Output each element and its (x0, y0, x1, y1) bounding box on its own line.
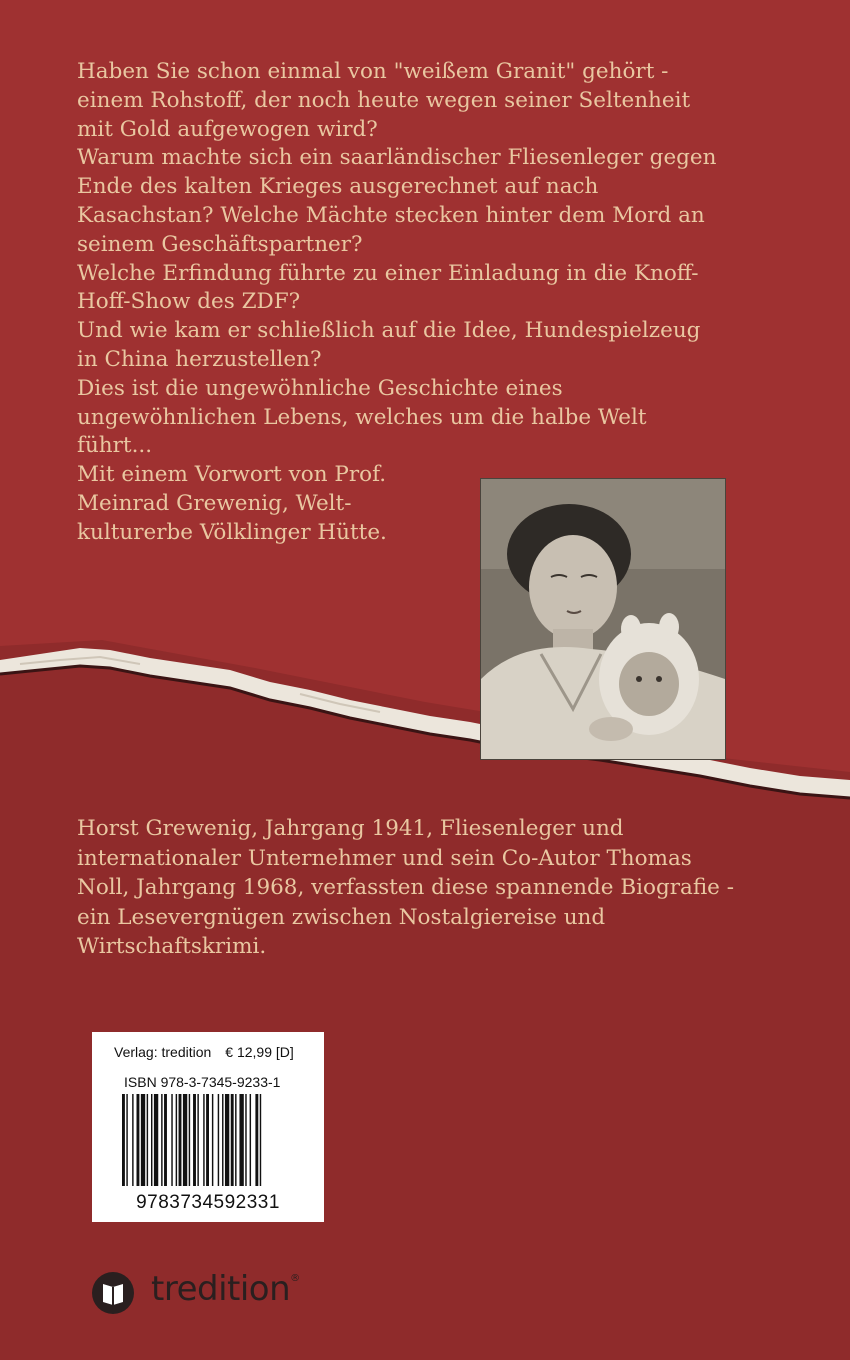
barcode-bar (203, 1094, 204, 1186)
barcode-bar (255, 1094, 258, 1186)
barcode-bar (151, 1094, 152, 1186)
blurb-line: in China herzustellen? (77, 346, 322, 372)
bio-line: internationaler Unternehmer und sein Co-Autor Thomas (77, 845, 692, 871)
blurb-line: Ende des kalten Krieges ausgerechnet auf nach (77, 174, 599, 200)
blurb-line: Haben Sie schon einmal von "weißem Granit" gehört - (77, 59, 669, 84)
barcode-bar (235, 1094, 236, 1186)
barcode-box (92, 1032, 324, 1222)
price-label: € 12,99 [D] (225, 1044, 294, 1060)
blurb-line: Welche Erfindung führte zu einer Einladung in die Knoff- (77, 260, 699, 286)
barcode-bar (231, 1094, 234, 1186)
barcode-digits: 9783734592331 (136, 1192, 280, 1213)
barcode-bar (183, 1094, 187, 1186)
bio-line: ein Lesevergnügen zwischen Nostalgiereise und (77, 904, 606, 930)
barcode-bar (193, 1094, 196, 1186)
barcode-bar (161, 1094, 162, 1186)
barcode-bar (197, 1094, 198, 1186)
foreword-line: Mit einem Vorwort von Prof. (77, 462, 387, 488)
blurb-line: Warum machte sich ein saarländischer Fliesenleger gegen (77, 145, 717, 171)
barcode-bar (154, 1094, 158, 1186)
barcode-bar (206, 1094, 209, 1186)
blurb-line: führt... (77, 433, 153, 459)
barcode-bar (218, 1094, 219, 1186)
isbn-label: ISBN 978-3-7345-9233-1 (124, 1074, 281, 1090)
barcode-bar (212, 1094, 213, 1186)
barcode-bar (222, 1094, 223, 1186)
bio-line: Horst Grewenig, Jahrgang 1941, Fliesenleger und (77, 816, 624, 841)
logo-wordmark (151, 1269, 300, 1309)
bio-line: Wirtschaftskrimi. (77, 934, 267, 959)
publisher-price-line (114, 1044, 294, 1060)
barcode-bar (189, 1094, 190, 1186)
barcode-bars (122, 1094, 294, 1186)
blurb-line: Hoff-Show des ZDF? (77, 289, 301, 315)
barcode-bar (126, 1094, 127, 1186)
barcode-bar (239, 1094, 243, 1186)
book-circle-icon (91, 1271, 135, 1315)
barcode-bar (225, 1094, 229, 1186)
foreword-line: kulturerbe Völklinger Hütte. (77, 519, 387, 545)
barcode-bar (137, 1094, 140, 1186)
barcode-bar (245, 1094, 246, 1186)
blurb-text (77, 58, 797, 548)
blurb-line: einem Rohstoff, der noch heute wegen seiner Seltenheit (77, 87, 691, 113)
foreword-line: Meinrad Grewenig, Welt- (77, 490, 352, 516)
barcode-bar (260, 1094, 261, 1186)
barcode-bar (147, 1094, 148, 1186)
barcode-bar (164, 1094, 167, 1186)
registered-mark: ® (290, 1273, 300, 1284)
blurb-line: Und wie kam er schließlich auf die Idee, Hundespielzeug (77, 318, 701, 344)
blurb-line: seinem Geschäftspartner? (77, 231, 363, 257)
blurb-line: Dies ist die ungewöhnliche Geschichte eines (77, 375, 563, 401)
author-bio (77, 814, 797, 962)
vintage-photo (480, 478, 726, 760)
barcode-bar (132, 1094, 133, 1186)
barcode-bar (141, 1094, 145, 1186)
blurb-line: mit Gold aufgewogen wird? (77, 116, 378, 142)
barcode-bar (122, 1094, 125, 1186)
barcode-bar (176, 1094, 177, 1186)
bio-line: Noll, Jahrgang 1968, verfassten diese spannende Biografie - (77, 875, 734, 900)
barcode-bar (171, 1094, 172, 1186)
publisher-label: Verlag: tredition (114, 1044, 212, 1060)
logo-name: tredition (151, 1269, 291, 1309)
blurb-line: Kasachstan? Welche Mächte stecken hinter dem Mord an (77, 202, 705, 228)
mother-baby-photo-icon (481, 479, 725, 759)
barcode-bar (179, 1094, 182, 1186)
barcode-bar (250, 1094, 251, 1186)
blurb-line: ungewöhnlichen Lebens, welches um die halbe Welt (77, 404, 647, 430)
